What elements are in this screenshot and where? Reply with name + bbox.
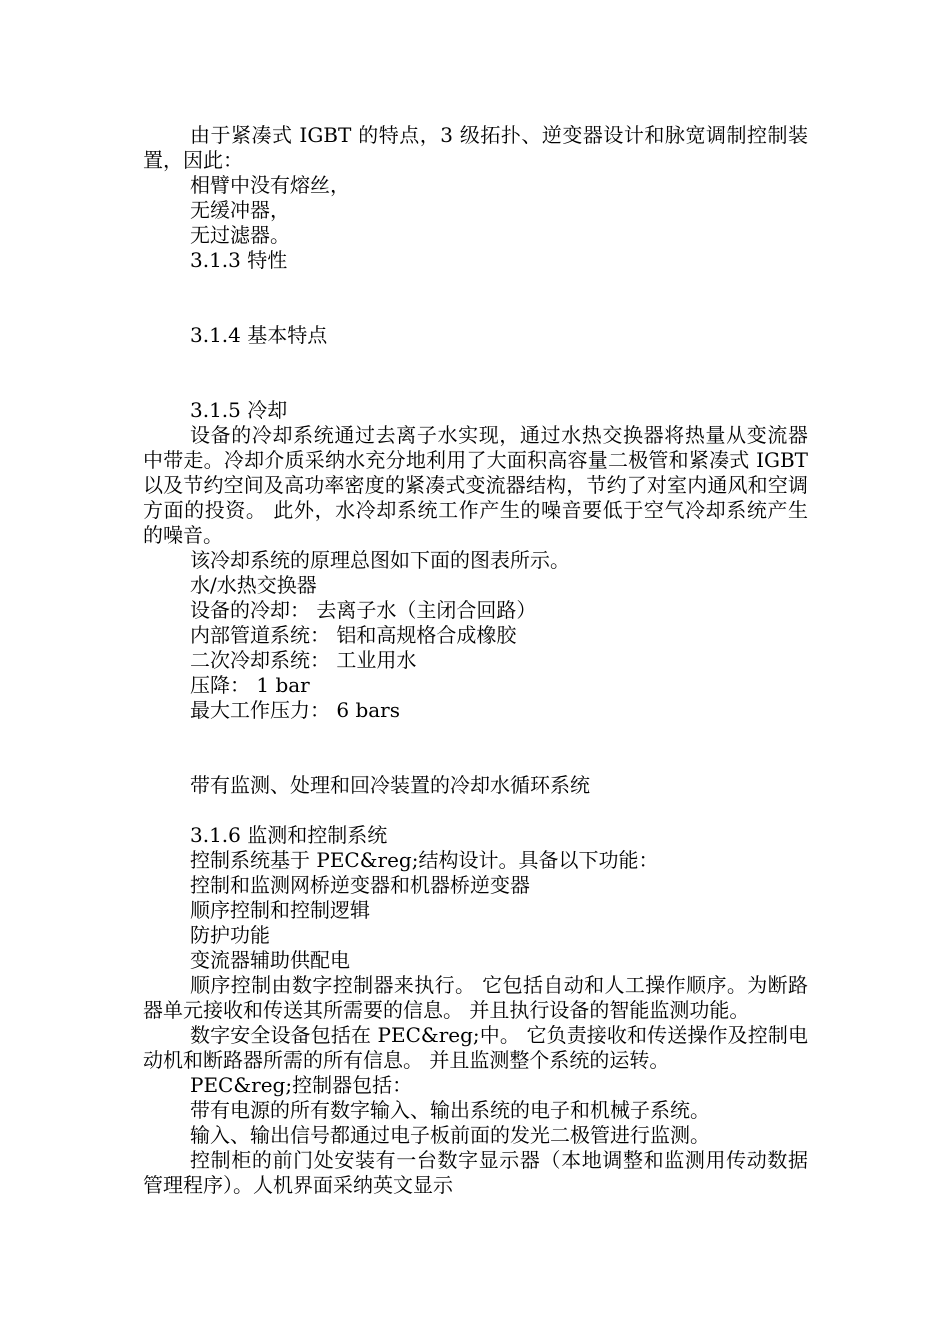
line-led-monitoring: 输入、输出信号都通过电子板前面的发光二极管进行监测。 bbox=[190, 1123, 710, 1147]
caption-cooling-water-circuit: 带有监测、处理和回冷装置的冷却水循环系统 bbox=[190, 773, 590, 797]
line-pec-controller: PEC&reg;控制器包括： bbox=[190, 1073, 413, 1097]
blank-space bbox=[143, 798, 808, 823]
function-item-bridge-control: 控制和监测网桥逆变器和机器桥逆变器 bbox=[190, 873, 530, 897]
paragraph-digital-safety: 数字安全设备包括在 PEC&reg;中。 它负责接收和传送操作及控制电动机和断路器所需的所有信息。 并且监测整个系统的运转。 bbox=[143, 1023, 808, 1072]
function-item-sequence-control: 顺序控制和控制逻辑 bbox=[190, 898, 370, 922]
paragraph-igbt-features: 由于紧凑式 IGBT 的特点，3 级拓扑、逆变器设计和脉宽调制控制装置，因此： bbox=[143, 123, 808, 172]
section-heading-3-1-6: 3.1.6 监测和控制系统 bbox=[190, 823, 388, 847]
line-control-system-basis: 控制系统基于 PEC&reg;结构设计。具备以下功能： bbox=[190, 848, 659, 872]
paragraph-sequence-control: 顺序控制由数字控制器来执行。 它包括自动和人工操作顺序。为断路器单元接收和传送其所需要的信息。 并且执行设备的智能监测功能。 bbox=[143, 973, 808, 1022]
spec-secondary-cooling: 二次冷却系统： 工业用水 bbox=[190, 648, 417, 672]
paragraph-cooling-system: 设备的冷却系统通过去离子水实现，通过水热交换器将热量从变流器中带走。冷却介质采纳水充分地利用了大面积高容量二极管和紧凑式 IGBT 以及节约空间及高功率密度的紧凑式变流器结构，节约了对室内通风和空调方面的投资。 此外，水冷却系统工作产生的噪音要低于空气冷却系统产生的噪音。 bbox=[143, 423, 808, 547]
section-heading-3-1-3: 3.1.3 特性 bbox=[190, 248, 288, 272]
blank-space bbox=[143, 273, 808, 323]
spec-pressure-drop: 压降： 1 bar bbox=[190, 673, 310, 697]
spec-max-pressure: 最大工作压力： 6 bars bbox=[190, 698, 400, 722]
paragraph-front-door-display: 控制柜的前门处安装有一台数字显示器（本地调整和监测用传动数据管理程序）。人机界面采纳英文显示 bbox=[143, 1148, 808, 1197]
line-digital-io-systems: 带有电源的所有数字输入、输出系统的电子和机械子系统。 bbox=[190, 1098, 710, 1122]
list-item-no-snubber: 无缓冲器， bbox=[190, 198, 290, 222]
list-item-no-filter: 无过滤器。 bbox=[190, 223, 290, 247]
function-item-protection: 防护功能 bbox=[190, 923, 270, 947]
section-heading-3-1-5: 3.1.5 冷却 bbox=[190, 398, 288, 422]
line-heat-exchanger: 水/水热交换器 bbox=[190, 573, 317, 597]
list-item-no-fuse: 相臂中没有熔丝， bbox=[190, 173, 350, 197]
line-cooling-diagram-note: 该冷却系统的原理总图如下面的图表所示。 bbox=[190, 548, 570, 572]
section-heading-3-1-4: 3.1.4 基本特点 bbox=[190, 323, 328, 347]
spec-internal-piping: 内部管道系统： 铝和高规格合成橡胶 bbox=[190, 623, 517, 647]
function-item-aux-power: 变流器辅助供配电 bbox=[190, 948, 350, 972]
spec-equipment-cooling: 设备的冷却： 去离子水（主闭合回路） bbox=[190, 598, 537, 622]
document-body bbox=[143, 123, 808, 1198]
blank-space bbox=[143, 348, 808, 398]
blank-space bbox=[143, 723, 808, 773]
